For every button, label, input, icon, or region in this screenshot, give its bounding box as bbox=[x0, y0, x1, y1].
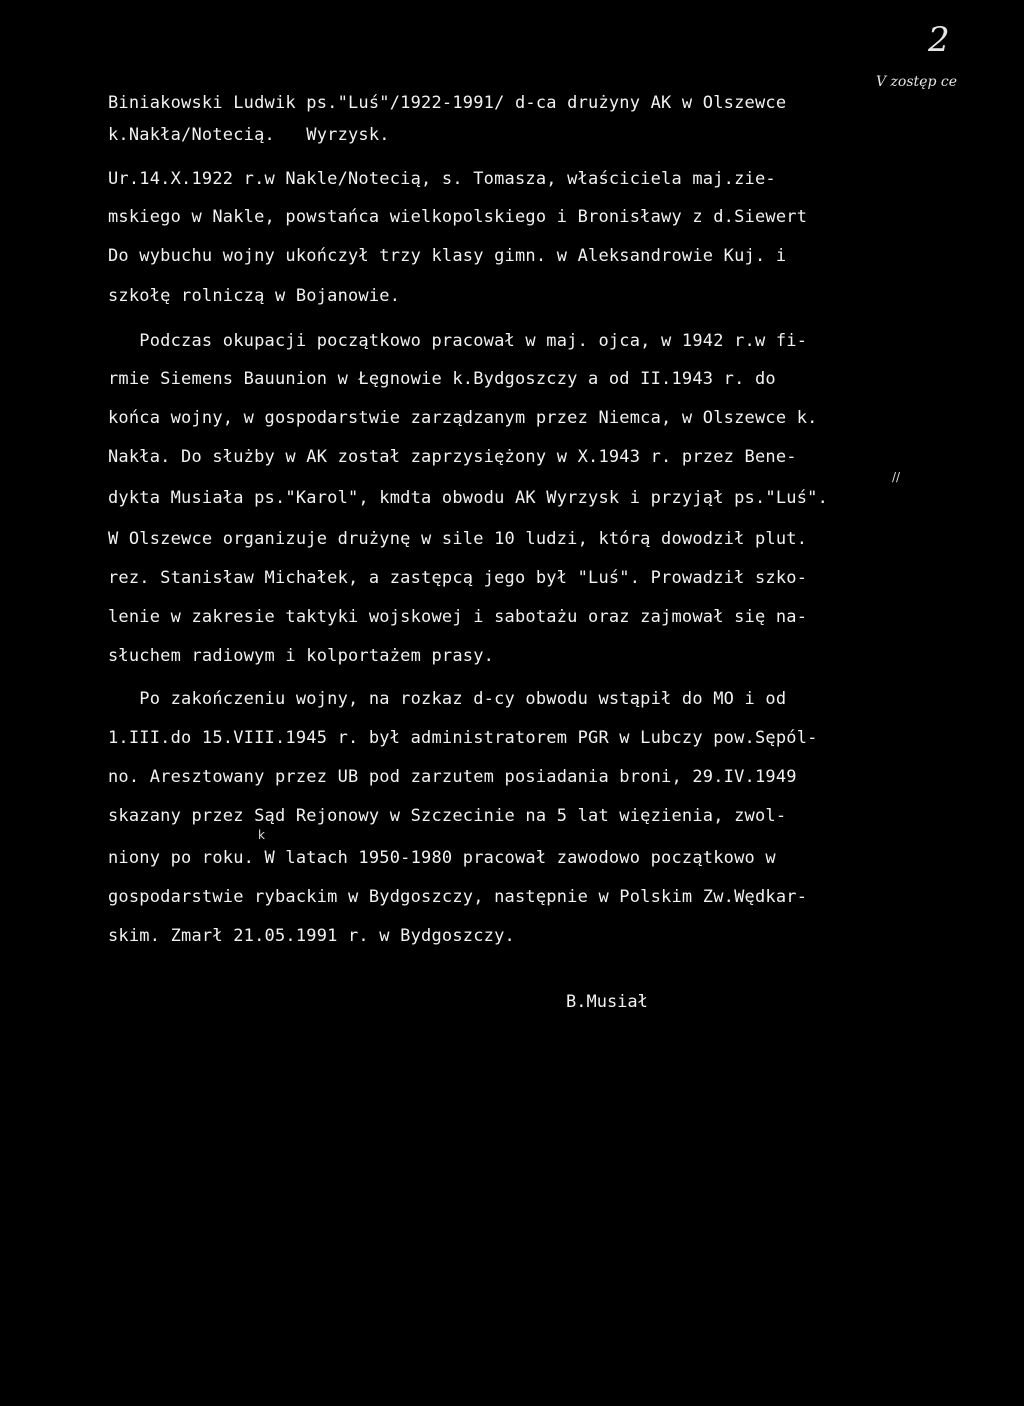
text-line-16: Po zakończeniu wojny, na rozkaz d-cy obwodu wstąpił do MO i od bbox=[108, 689, 787, 709]
text-line-7: Podczas okupacji początkowo pracował w maj. ojca, w 1942 r.w fi- bbox=[108, 331, 808, 351]
text-line-10: Nakła. Do służby w AK został zaprzysiężony w X.1943 r. przez Bene- bbox=[108, 447, 797, 467]
text-line-3: Ur.14.X.1922 r.w Nakle/Notecią, s. Tomasza, właściciela maj.zie- bbox=[108, 169, 776, 189]
text-line-20: niony po roku. W latach 1950-1980 pracował zawodowo początkowo w bbox=[108, 848, 776, 868]
text-line-12: W Olszewce organizuje drużynę w sile 10 ludzi, którą dowodził plut. bbox=[108, 529, 808, 549]
text-line-17: 1.III.do 15.VIII.1945 r. był administratorem PGR w Lubczy pow.Sępól- bbox=[108, 728, 818, 748]
text-line-5: Do wybuchu wojny ukończył trzy klasy gimn. w Aleksandrowie Kuj. i bbox=[108, 246, 787, 266]
text-line-14: lenie w zakresie taktyki wojskowej i sabotażu oraz zajmował się na- bbox=[108, 607, 808, 627]
text-line-21: gospodarstwie rybackim w Bydgoszczy, następnie w Polskim Zw.Wędkar- bbox=[108, 887, 808, 907]
text-line-6: szkołę rolniczą w Bojanowie. bbox=[108, 286, 401, 306]
text-line-15: słuchem radiowym i kolportażem prasy. bbox=[108, 646, 495, 666]
text-line-2: k.Nakła/Notecią. Wyrzysk. bbox=[108, 125, 390, 145]
text-line-11: dykta Musiała ps."Karol", kmdta obwodu AK Wyrzysk i przyjął ps."Luś". bbox=[108, 488, 829, 508]
text-line-19: skazany przez Sąd Rejonowy w Szczecinie na 5 lat więzienia, zwol- bbox=[108, 806, 787, 826]
handwritten-page-number: 2 bbox=[928, 20, 950, 60]
text-line-13: rez. Stanisław Michałek, a zastępcą jego był "Luś". Prowadził szko- bbox=[108, 568, 808, 588]
handwritten-note: V zostęp ce bbox=[876, 74, 957, 90]
text-line-1: Biniakowski Ludwik ps."Luś"/1922-1991/ d-ca drużyny AK w Olszewce bbox=[108, 93, 787, 113]
handwritten-quote-mark: // bbox=[892, 470, 901, 484]
text-line-18: no. Aresztowany przez UB pod zarzutem posiadania broni, 29.IV.1949 bbox=[108, 767, 797, 787]
text-line-4: mskiego w Nakle, powstańca wielkopolskiego i Bronisławy z d.Siewert bbox=[108, 207, 808, 227]
handwritten-correction-mark: k bbox=[258, 828, 265, 842]
text-line-8: rmie Siemens Bauunion w Łęgnowie k.Bydgoszczy a od II.1943 r. do bbox=[108, 369, 776, 389]
text-line-9: końca wojny, w gospodarstwie zarządzanym przez Niemca, w Olszewce k. bbox=[108, 408, 818, 428]
signature: B.Musiał bbox=[566, 992, 648, 1012]
text-line-22: skim. Zmarł 21.05.1991 r. w Bydgoszczy. bbox=[108, 926, 515, 946]
